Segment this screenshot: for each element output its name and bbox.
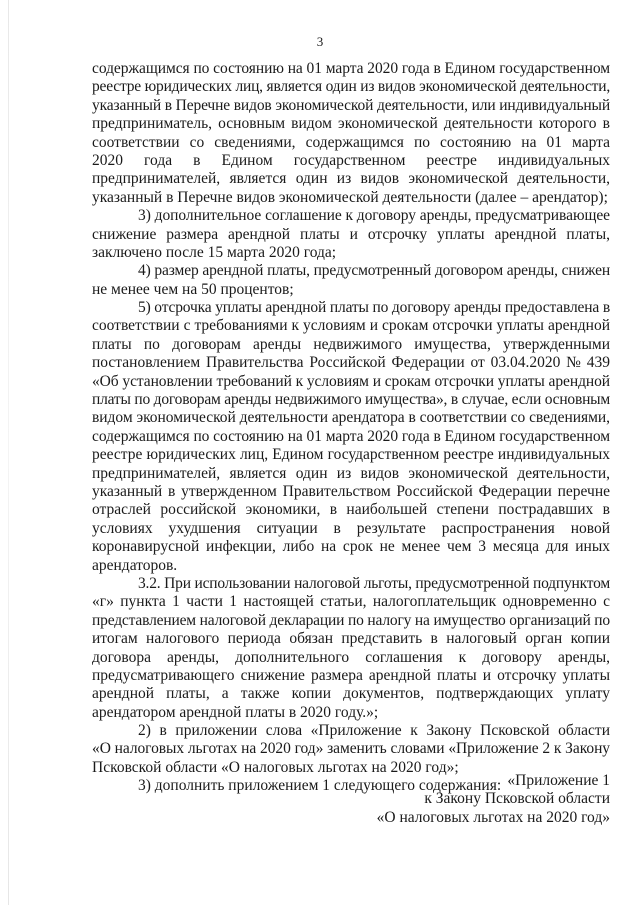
text-line: «Об установлении требований к условиям и срокам отсрочки уплаты арендной <box>92 372 610 390</box>
text-line: соответствии с требованиями к условиям и срокам отсрочки уплаты арендной <box>92 317 610 335</box>
text-line: «г» пункта 1 части 1 настоящей статьи, налогоплательщик одновременно с <box>92 593 610 611</box>
text-line: 3.2. При использовании налоговой льготы, предусмотренной подпунктом <box>138 574 610 592</box>
text-line: 4) размер арендной платы, предусмотренный договором аренды, снижен <box>138 262 610 280</box>
text-line: 2) в приложении слова «Приложение к Закону Псковской области <box>138 722 610 740</box>
text-line: 2020 года в Едином государственном реестре индивидуальных <box>92 151 610 169</box>
document-body <box>92 60 610 796</box>
text-line: арендной платы, а также копии документов, подтверждающих уплату <box>92 685 610 703</box>
text-line: предусматривающего снижение размера арендной платы и отсрочку уплаты <box>92 666 610 684</box>
text-line: снижение размера арендной платы и отсрочку уплаты арендной платы, <box>92 225 610 243</box>
text-line: реестре юридических лиц, является один из видов экономической деятельности, <box>92 78 610 96</box>
text-line: указанный в Перечне видов экономической деятельности (далее – арендатор); <box>92 188 608 206</box>
appendix-heading-line-1: «Приложение 1 <box>507 772 610 789</box>
text-line: договора аренды, дополнительного соглашения к договору аренды, <box>92 648 610 666</box>
text-line: условиях ухудшения ситуации в результате распространения новой <box>92 519 610 537</box>
text-line: соответствии со сведениями, содержащимся по состоянию на 01 марта <box>92 133 610 151</box>
text-line: не менее чем на 50 процентов; <box>92 280 294 298</box>
text-line: содержащимся по состоянию на 01 марта 2020 года в Едином государственном <box>92 60 610 77</box>
text-line: Псковской области «О налоговых льготах на 2020 год»; <box>92 758 459 776</box>
text-line: заключено после 15 марта 2020 года; <box>92 243 337 261</box>
text-line: платы по договорам аренды недвижимого имущества», в случае, если основным <box>92 391 610 409</box>
text-line: итогам налогового периода обязан представить в налоговый орган копии <box>92 630 610 648</box>
text-line: представлением налоговой декларации по налогу на имущество организаций по <box>92 611 610 629</box>
text-line: 3) дополнить приложением 1 следующего содержания: <box>138 777 502 795</box>
appendix-heading-line-3: «О налоговых льготах на 2020 год» <box>376 808 610 826</box>
scan-edge <box>8 0 9 905</box>
text-line: арендаторов. <box>92 556 178 574</box>
text-line: предпринимателей, является один из видов экономической деятельности, <box>92 464 610 482</box>
text-line: предприниматель, основным видом экономической деятельности которого в <box>92 115 610 133</box>
appendix-heading-line-2: к Закону Псковской области <box>424 790 610 808</box>
text-line: постановлением Правительства Российской Федерации от 03.04.2020 № 439 <box>92 354 610 372</box>
text-line: платы по договорам аренды недвижимого имущества, утвержденными <box>92 335 610 353</box>
text-line: указанный в утвержденном Правительством Российской Федерации перечне <box>92 482 610 500</box>
text-line: реестре юридических лиц, Едином государственном реестре индивидуальных <box>92 446 610 464</box>
text-line: коронавирусной инфекции, либо на срок не менее чем 3 месяца для иных <box>92 538 610 556</box>
appendix-heading <box>377 772 610 827</box>
text-line: 3) дополнительное соглашение к договору аренды, предусматривающее <box>138 207 610 225</box>
text-line: предпринимателей, является один из видов экономической деятельности, <box>92 170 610 188</box>
page-number: 3 <box>316 34 324 49</box>
text-line: «О налоговых льготах на 2020 год» заменить словами «Приложение 2 к Закону <box>92 740 610 758</box>
text-line: отраслей российской экономики, в наибольшей степени пострадавших в <box>92 501 610 519</box>
text-line: указанный в Перечне видов экономической деятельности, или индивидуальный <box>92 96 610 114</box>
text-line: видом экономической деятельности арендатора в соответствии со сведениями, <box>92 409 610 427</box>
text-line: 5) отсрочка уплаты арендной платы по договору аренды предоставлена в <box>138 299 610 317</box>
text-line: арендатором арендной платы в 2020 году.»; <box>92 703 379 721</box>
text-line: содержащимся по состоянию на 01 марта 2020 года в Едином государственном <box>92 427 610 445</box>
